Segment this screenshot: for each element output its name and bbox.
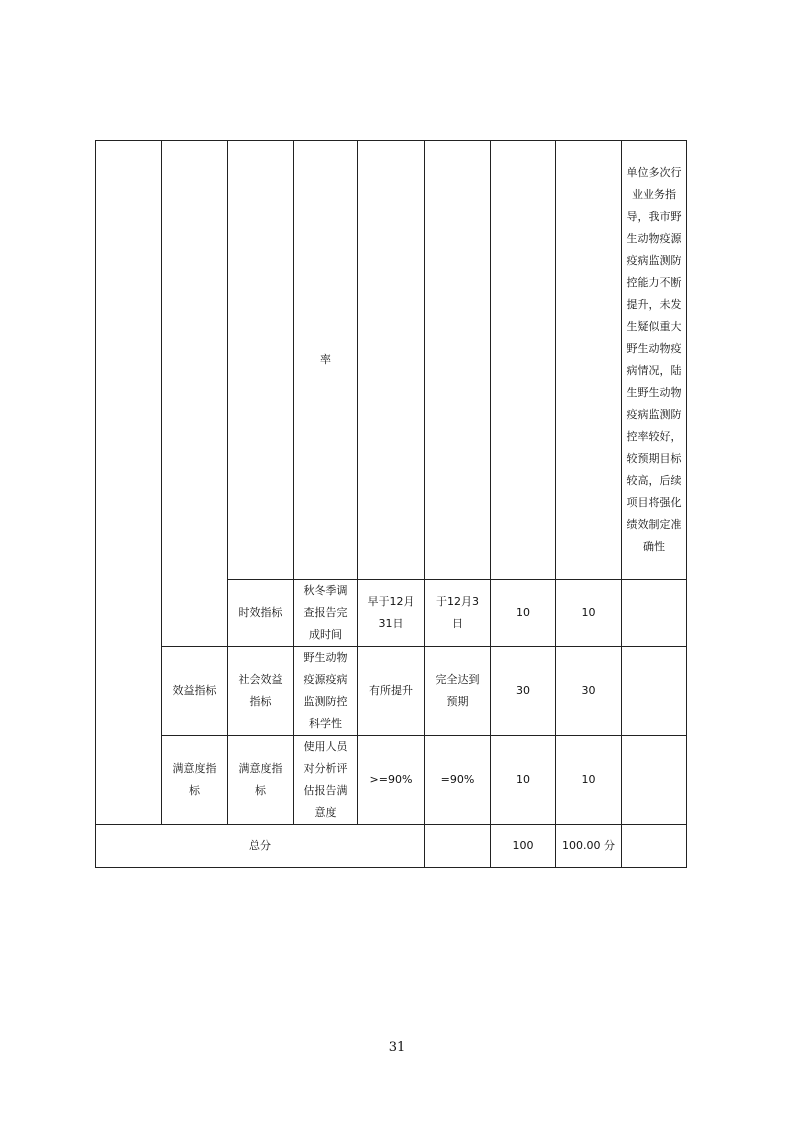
actual-cell	[425, 141, 491, 580]
total-score-cell: 100.00 分	[556, 825, 622, 868]
table-row-satisfaction	[96, 736, 687, 825]
table-row-continued	[96, 141, 687, 580]
benefit-subcategory-cell: 社会效益 指标	[228, 647, 294, 736]
quality-indicator-cell	[228, 141, 294, 580]
performance-table	[95, 140, 687, 868]
benefit-weight-cell: 30	[491, 647, 556, 736]
total-analysis-cell	[622, 825, 687, 868]
benefit-indicator-cell: 野生动物 疫源疫病 监测防控 科学性	[294, 647, 358, 736]
total-actual-cell	[425, 825, 491, 868]
timeliness-actual-cell: 于12月3 日	[425, 580, 491, 647]
benefit-actual-cell: 完全达到 预期	[425, 647, 491, 736]
satisfaction-analysis-cell	[622, 736, 687, 825]
timeliness-weight-cell: 10	[491, 580, 556, 647]
first-level-indicator-cell	[96, 141, 162, 825]
timeliness-indicator-cell: 秋冬季调 查报告完 成时间	[294, 580, 358, 647]
benefit-target-cell: 有所提升	[358, 647, 425, 736]
timeliness-score-cell: 10	[556, 580, 622, 647]
satisfaction-weight-cell: 10	[491, 736, 556, 825]
table-row-benefit	[96, 647, 687, 736]
satisfaction-actual-cell: =90%	[425, 736, 491, 825]
weight-cell	[491, 141, 556, 580]
indicator-cont-cell: 率	[294, 141, 358, 580]
timeliness-analysis-cell	[622, 580, 687, 647]
satisfaction-score-cell: 10	[556, 736, 622, 825]
satisfaction-indicator-cell: 使用人员 对分析评 估报告满 意度	[294, 736, 358, 825]
total-weight-cell: 100	[491, 825, 556, 868]
total-label-cell: 总分	[96, 825, 425, 868]
table-row-total	[96, 825, 687, 868]
timeliness-target-cell: 早于12月 31日	[358, 580, 425, 647]
score-cell	[556, 141, 622, 580]
satisfaction-category-cell: 满意度指 标	[162, 736, 228, 825]
benefit-category-cell: 效益指标	[162, 647, 228, 736]
output-indicator-cell	[162, 141, 228, 647]
benefit-score-cell: 30	[556, 647, 622, 736]
target-cell	[358, 141, 425, 580]
page-number: 31	[388, 1040, 406, 1055]
analysis-cell: 单位多次行业业务指导，我市野生动物疫源疫病监测防控能力不断提升，未发生疑似重大野生动物疫病情况，陆生野生动物疫病监测防控率较好，较预期目标较高，后续项目将强化绩效制定准确性	[622, 141, 687, 580]
timeliness-subcategory-cell: 时效指标	[228, 580, 294, 647]
satisfaction-subcategory-cell: 满意度指 标	[228, 736, 294, 825]
benefit-analysis-cell	[622, 647, 687, 736]
satisfaction-target-cell: >=90%	[358, 736, 425, 825]
